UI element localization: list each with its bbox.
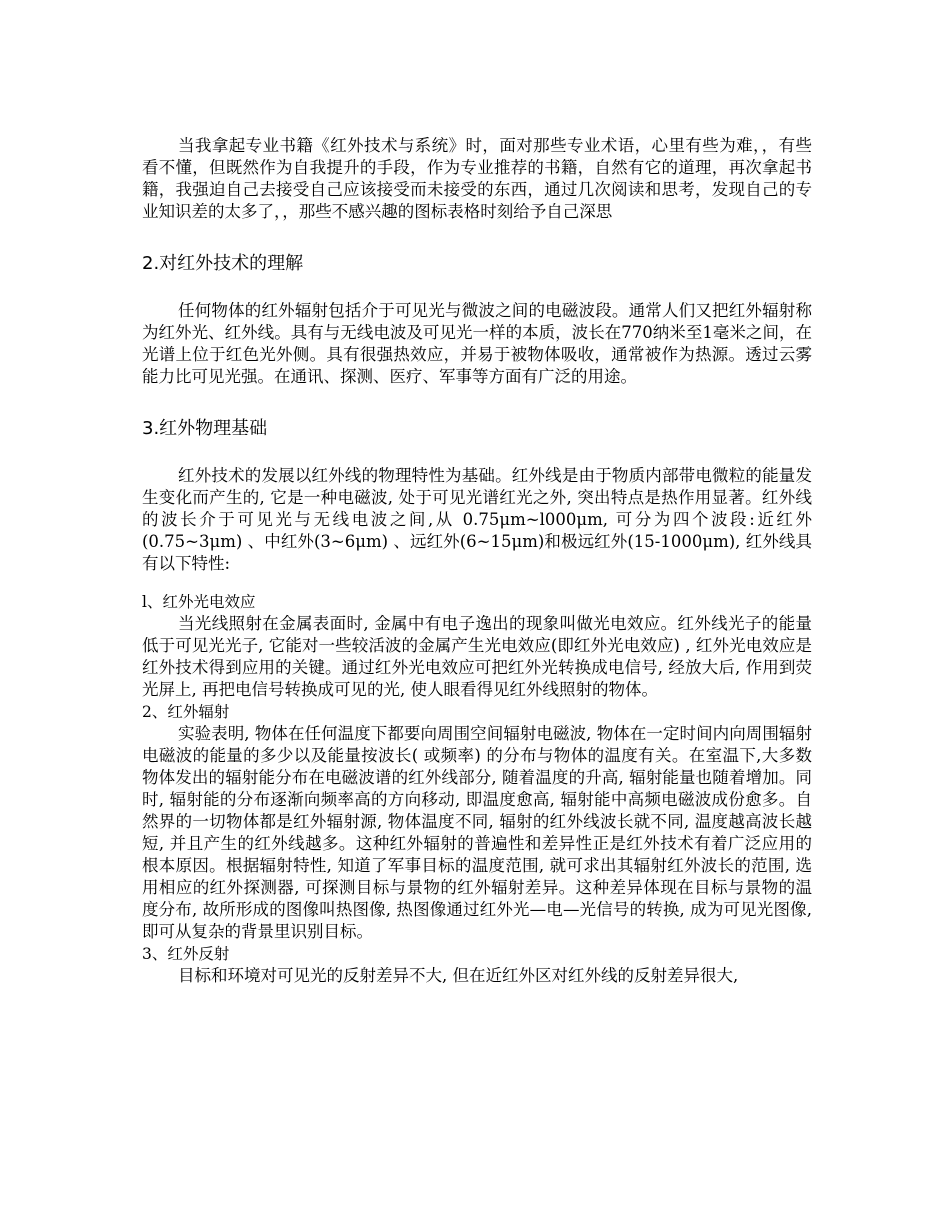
section-3-heading: 3.红外物理基础 bbox=[142, 418, 268, 439]
property-3-text: 目标和环境对可见光的反射差异不大, 但在近红外区对红外线的反射差异很大, bbox=[178, 966, 739, 985]
document-page bbox=[142, 135, 812, 987]
property-1-text: 当光线照射在金属表面时, 金属中有电子逸出的现象叫做光电效应。红外线光子的能量低于可见光光子, 它能对一些较活波的金属产生光电效应(即红外光电效应) , 红外光电效应是红外技术得到应用的关键。通过红外光电效应可把红外光转换成电信号, 经放大后, 作用到荧光屏上, 再把电信号转换成可见的光, 使人眼看得见红外线照射的物体。 bbox=[142, 614, 812, 699]
properties-list bbox=[142, 591, 812, 987]
spacer bbox=[142, 223, 812, 252]
section-2-paragraph: 任何物体的红外辐射包括介于可见光与微波之间的电磁波段。通常人们又把红外辐射称为红外光、红外线。具有与无线电波及可见光一样的本质，波长在770纳米至1毫米之间，在光谱上位于红色光外侧。具有很强热效应，并易于被物体吸收，通常被作为热源。透过云雾能力比可见光强。在通讯、探测、医疗、军事等方面有广泛的用途。 bbox=[142, 301, 812, 386]
property-1-label: l、红外光电效应 bbox=[142, 593, 256, 611]
spacer bbox=[142, 441, 812, 465]
property-2-label: 2、红外辐射 bbox=[142, 703, 230, 721]
property-2-text: 实验表明, 物体在任何温度下都要向周围空间辐射电磁波, 物体在一定时间内向周围辐射电磁波的能量的多少以及能量按波长( 或频率) 的分布与物体的温度有关。在室温下,大多数物体发出的辐射能分布在电磁波谱的红外线部分, 随着温度的升高, 辐射能量也随着增加。同时, 辐射能的分布逐渐向频率高的方向移动, 即温度愈高, 辐射能中高频电磁波成份愈多。自然界的一切物体都是红外辐射源, 物体温度不同, 辐射的红外线波长就不同, 温度越高波长越短, 并且产生的红外线越多。这种红外辐射的普遍性和差异性正是红外技术有着广泛应用的根本原因。根据辐射特性, 知道了军事目标的温度范围, 就可求出其辐射红外波长的范围, 选用相应的红外探测器, 可探测目标与景物的红外辐射差异。这种差异体现在目标与景物的温度分布, 故所形成的图像叫热图像, 热图像通过红外光—电—光信号的转换, 成为可见光图像, 即可从复杂的背景里识别目标。 bbox=[142, 724, 812, 941]
section-3-paragraph: 红外技术的发展以红外线的物理特性为基础。红外线是由于物质内部带电微粒的能量发生变化而产生的, 它是一种电磁波, 处于可见光谱红光之外, 突出特点是热作用显著。红外线的波长介于可见光与无线电波之间,从 0.75μm~l000μm, 可分为四个波段:近红外(0.75~3μm) 、中红外(3~6μm) 、远红外(6~15μm)和极远红外(15-1000μm), 红外线具有以下特性: bbox=[142, 466, 812, 573]
spacer bbox=[142, 575, 812, 591]
spacer bbox=[142, 388, 812, 417]
section-2-heading: 2.对红外技术的理解 bbox=[142, 253, 304, 274]
intro-paragraph: 当我拿起专业书籍《红外技术与系统》时，面对那些专业术语，心里有些为难，，有些看不懂，但既然作为自我提升的手段，作为专业推荐的书籍，自然有它的道理，再次拿起书籍，我强迫自己去接受自己应该接受而未接受的东西，通过几次阅读和思考，发现自己的专业知识差的太多了，，那些不感兴趣的图标表格时刻给予自己深思 bbox=[142, 136, 812, 221]
spacer bbox=[142, 276, 812, 300]
property-3-label: 3、红外反射 bbox=[142, 945, 230, 963]
